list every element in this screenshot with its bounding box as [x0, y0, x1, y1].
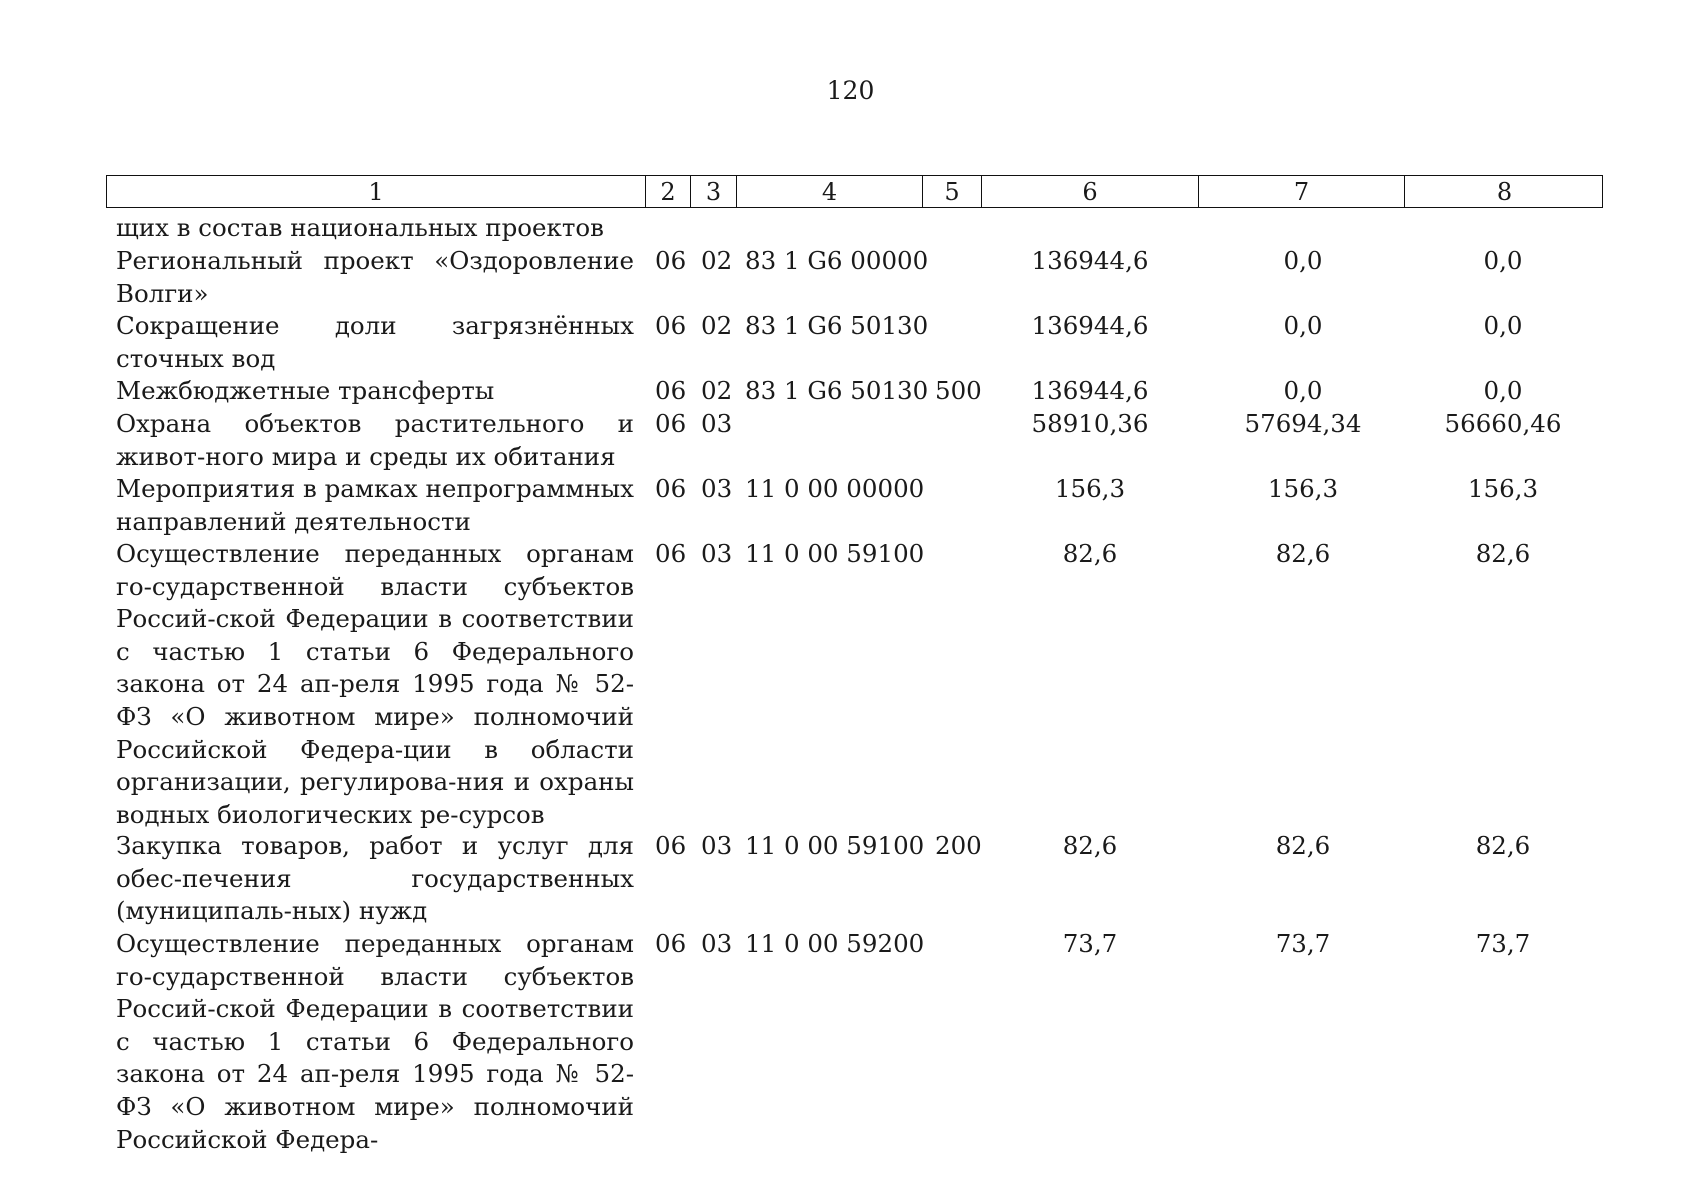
row-value-col8: 82,6: [1475, 539, 1531, 568]
row-name: щих в состав национальных проектов: [116, 213, 604, 242]
row-value-col7: 0,0: [1283, 376, 1323, 405]
page-number: 120: [826, 76, 875, 105]
row-value-col7: 0,0: [1283, 311, 1323, 340]
row-value-col6: 82,6: [1062, 831, 1118, 860]
header-col-5: 5: [923, 176, 982, 207]
row-name: Межбюджетные трансферты: [116, 376, 495, 405]
row-target-article: 11 0 00 59100: [745, 539, 925, 568]
row-subsection: 03: [701, 831, 733, 860]
row-value-col6: 82,6: [1062, 539, 1118, 568]
row-value-col6: 73,7: [1062, 929, 1118, 958]
row-expense-type: 500: [935, 376, 982, 405]
row-value-col8: 156,3: [1467, 474, 1539, 503]
row-name: Осуществление переданных органам го-сударственной власти субъектов Россий-ской Федерации в соответствии с частью 1 статьи 6 Федерального закона от 24 ап-реля 1995 года № 52-ФЗ «О животном мире» полномочий Российской Федера-ции в области организации, регулирова-ния и охраны водных биологических ре-сурсов: [116, 539, 634, 829]
row-section: 06: [655, 474, 687, 503]
row-value-col8: 56660,46: [1444, 409, 1562, 438]
row-target-article: 83 1 G6 00000: [745, 246, 929, 275]
row-value-col7: 73,7: [1275, 929, 1331, 958]
row-section: 06: [655, 246, 687, 275]
row-expense-type: 200: [935, 831, 982, 860]
row-value-col6: 136944,6: [1031, 376, 1149, 405]
row-target-article: 11 0 00 59200: [745, 929, 925, 958]
header-col-7: 7: [1199, 176, 1405, 207]
row-target-article: 11 0 00 59100: [745, 831, 925, 860]
row-section: 06: [655, 539, 687, 568]
row-value-col6: 58910,36: [1031, 409, 1149, 438]
row-subsection: 02: [701, 376, 733, 405]
row-target-article: 83 1 G6 50130: [745, 311, 929, 340]
row-value-col8: 0,0: [1483, 246, 1523, 275]
row-name: Закупка товаров, работ и услуг для обес-печения государственных (муниципаль-ных) нужд: [116, 831, 634, 926]
row-subsection: 03: [701, 929, 733, 958]
row-value-col8: 73,7: [1475, 929, 1531, 958]
row-section: 06: [655, 376, 687, 405]
header-col-6: 6: [982, 176, 1199, 207]
row-subsection: 03: [701, 474, 733, 503]
row-value-col6: 156,3: [1054, 474, 1126, 503]
row-section: 06: [655, 831, 687, 860]
row-subsection: 03: [701, 409, 733, 438]
row-subsection: 03: [701, 539, 733, 568]
header-col-8: 8: [1496, 178, 1513, 206]
row-name: Мероприятия в рамках непрограммных направлений деятельности: [116, 474, 634, 536]
header-col-1: 1: [107, 176, 646, 207]
row-section: 06: [655, 929, 687, 958]
row-value-col6: 136944,6: [1031, 311, 1149, 340]
row-value-col7: 0,0: [1283, 246, 1323, 275]
row-value-col7: 82,6: [1275, 539, 1331, 568]
row-value-col7: 156,3: [1267, 474, 1339, 503]
row-target-article: 11 0 00 00000: [745, 474, 925, 503]
row-value-col8: 0,0: [1483, 376, 1523, 405]
row-value-col8: 82,6: [1475, 831, 1531, 860]
header-col-4: 4: [737, 176, 923, 207]
row-name: Региональный проект «Оздоровление Волги»: [116, 246, 634, 308]
row-name: Осуществление переданных органам го-сударственной власти субъектов Россий-ской Федерации в соответствии с частью 1 статьи 6 Федерального закона от 24 ап-реля 1995 года № 52-ФЗ «О животном мире» полномочий Российской Федера-: [116, 929, 634, 1154]
table-header: [106, 175, 1603, 208]
row-value-col8: 0,0: [1483, 311, 1523, 340]
row-value-col6: 136944,6: [1031, 246, 1149, 275]
row-value-col7: 82,6: [1275, 831, 1331, 860]
row-name: Охрана объектов растительного и живот-ного мира и среды их обитания: [116, 409, 634, 471]
row-name: Сокращение доли загрязнённых сточных вод: [116, 311, 634, 373]
row-value-col7: 57694,34: [1244, 409, 1362, 438]
header-col-3: 3: [691, 176, 737, 207]
row-subsection: 02: [701, 311, 733, 340]
row-section: 06: [655, 311, 687, 340]
row-section: 06: [655, 409, 687, 438]
row-subsection: 02: [701, 246, 733, 275]
header-col-2: 2: [646, 176, 691, 207]
row-target-article: 83 1 G6 50130: [745, 376, 929, 405]
